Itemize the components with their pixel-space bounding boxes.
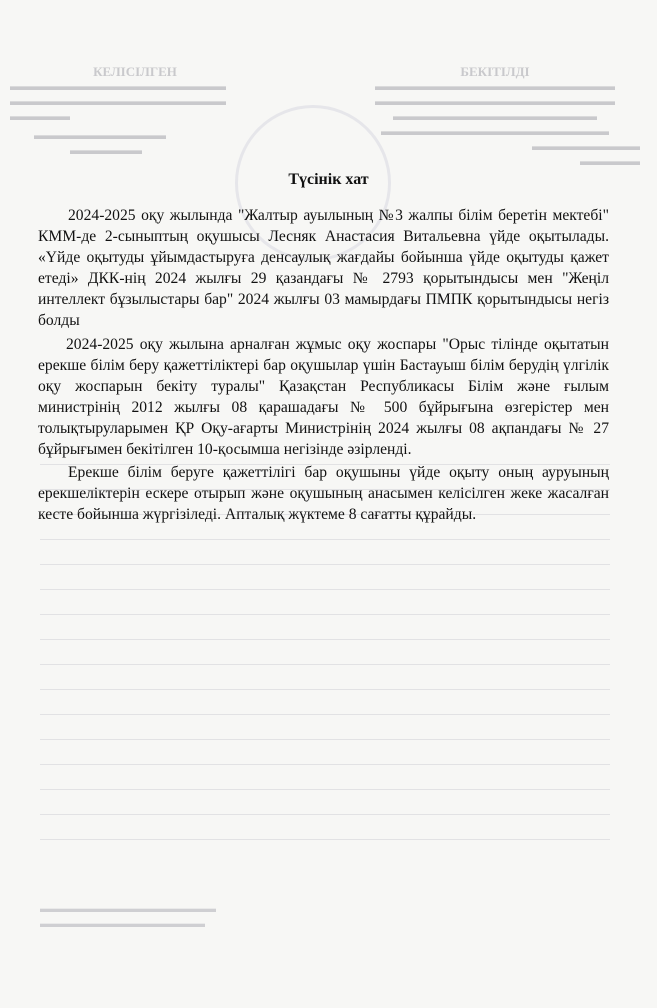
show-through-right-block: БЕКІТІЛДІ ▬▬▬▬▬▬▬▬▬▬▬▬▬▬▬▬▬▬▬▬ ▬▬▬▬▬▬▬▬▬▬▬▬▬▬▬▬▬▬▬▬ ▬▬▬▬▬▬▬▬▬▬▬▬▬▬▬▬▬ ▬▬▬▬▬▬▬▬▬▬▬▬▬▬▬▬▬▬▬ ▬▬▬▬▬▬▬▬▬ ▬▬▬▬▬ <box>375 64 640 168</box>
paragraph-schedule: Ерекше білім беруге қажеттілігі бар оқушыны үйде оқыту оның ауруының ерекшеліктерін ескере отырып және оқушының анасымен келісілген жеке жасалған кесте бойынша жүргізіледі. Апталық жүктеме 8 сағатты құрайды. <box>38 464 609 523</box>
show-through-footer: ▬▬▬▬▬▬▬▬▬▬▬▬▬▬▬▬ ▬▬▬▬▬▬▬▬▬▬▬▬▬▬▬ <box>40 903 216 930</box>
paragraph-curriculum: 2024-2025 оқу жылына арналған жұмыс оқу жоспары "Орыс тілінде оқытатын ерекше білім беру қажеттіліктері бар оқушылар үшін Бастауыш білім берудің үлгілік оқу жоспарын бекіту туралы" Қазақстан Республикасы Білім және ғылым министрінің 2012 жылғы 08 қарашадағы № 500 бұйрығына өзгерістер мен толықтыруларымен ҚР Оқу-ағарты Министрінің 2024 жылғы 08 ақпандағы № 27 бұйрығымен бекітілген 10-қосымша негізінде әзірленді. <box>38 336 609 458</box>
paragraph-basis: 2024-2025 оқу жылында "Жалтыр ауылының №3 жалпы білім беретін мектебі" КММ-де 2-сыныптың оқушысы Лесняк Анастасия Витальевна үйде оқытылады. «Үйде оқытуды ұйымдастыруға денсаулық жағдайы бойынша үйде оқытуды қажет етеді» ДКК-нің 2024 жылғы 29 қазандағы № 2793 қорытындысы мен "Жеңіл интеллект бұзылыстары бар" 2024 жылғы 03 мамырдағы ПМПК қорытындысы негіз болды <box>38 207 609 329</box>
document-body <box>38 205 609 525</box>
show-through-left-block: КЕЛІСІЛГЕН ▬▬▬▬▬▬▬▬▬▬▬▬▬▬▬▬▬▬ ▬▬▬▬▬▬▬▬▬▬▬▬▬▬▬▬▬▬ ▬▬▬▬▬ ▬▬▬▬▬▬▬▬▬▬▬ ▬▬▬▬▬▬ <box>10 64 226 157</box>
document-title: Түсінік хат <box>288 171 369 188</box>
